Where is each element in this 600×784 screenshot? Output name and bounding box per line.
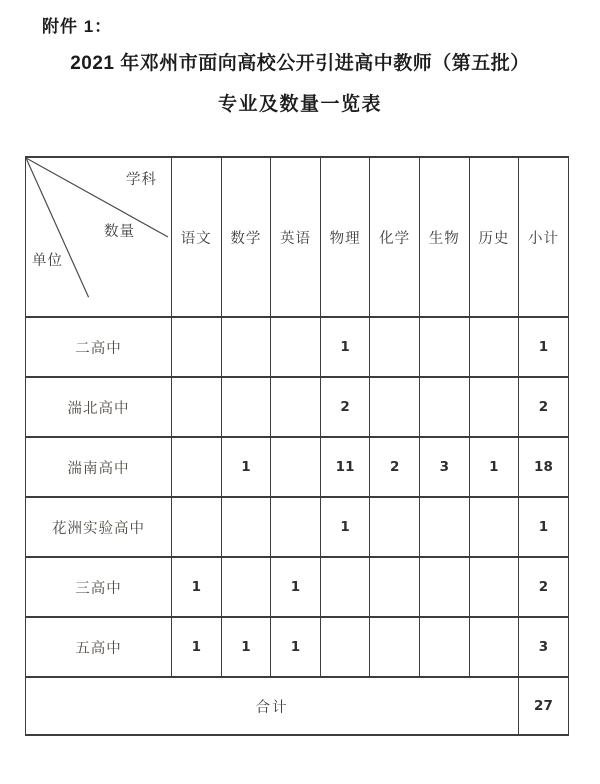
value-cell [221,557,271,617]
value-cell [469,317,519,377]
value-cell [419,497,469,557]
value-cell [370,557,420,617]
value-cell [469,377,519,437]
subject-quantity-table [25,156,569,736]
table-row [26,437,569,497]
value-cell: 1 [172,617,222,677]
unit-cell: 三高中 [26,557,172,617]
attachment-label: 附件 1： [42,17,113,36]
value-cell [271,317,321,377]
value-cell: 3 [419,437,469,497]
value-cell [419,317,469,377]
value-cell [419,557,469,617]
value-cell [172,377,222,437]
value-cell [271,497,321,557]
subtotal-cell: 2 [519,557,569,617]
column-header-history: 历史 [469,157,519,317]
column-header-biology: 生物 [419,157,469,317]
value-cell: 11 [320,437,370,497]
document-title-line1: 2021 年邓州市面向高校公开引进高中教师（第五批） [70,53,530,74]
column-header-math: 数学 [221,157,271,317]
value-cell [419,377,469,437]
subtotal-cell: 1 [519,317,569,377]
value-cell [370,377,420,437]
value-cell [320,617,370,677]
value-cell [320,557,370,617]
value-cell [370,497,420,557]
value-cell [419,617,469,677]
total-row [26,677,569,735]
value-cell [172,497,222,557]
table-row [26,377,569,437]
table-row [26,557,569,617]
column-header-chinese: 语文 [172,157,222,317]
value-cell: 1 [172,557,222,617]
table-row [26,317,569,377]
value-cell: 1 [469,437,519,497]
unit-cell: 二高中 [26,317,172,377]
subtotal-cell: 3 [519,617,569,677]
value-cell: 2 [320,377,370,437]
value-cell [221,377,271,437]
unit-cell: 花洲实验高中 [26,497,172,557]
unit-cell: 五高中 [26,617,172,677]
value-cell: 1 [320,317,370,377]
value-cell [469,557,519,617]
value-cell [172,437,222,497]
column-header-subtotal: 小计 [519,157,569,317]
table-row [26,497,569,557]
value-cell [370,617,420,677]
subtotal-cell: 1 [519,497,569,557]
value-cell: 1 [221,617,271,677]
corner-label-unit: 单位 [32,253,63,269]
value-cell: 2 [370,437,420,497]
unit-cell: 湍南高中 [26,437,172,497]
value-cell [221,317,271,377]
subtotal-cell: 18 [519,437,569,497]
corner-header-cell [26,157,172,317]
value-cell [271,377,321,437]
corner-label-quantity: 数量 [104,224,135,240]
value-cell: 1 [271,557,321,617]
unit-cell: 湍北高中 [26,377,172,437]
value-cell: 1 [320,497,370,557]
table-row [26,617,569,677]
value-cell [469,497,519,557]
corner-label-subject: 学科 [126,172,157,188]
total-label-cell: 合计 [26,677,519,735]
table-header-row [26,157,569,317]
column-header-physics: 物理 [320,157,370,317]
total-value-cell: 27 [519,677,569,735]
column-header-english: 英语 [271,157,321,317]
value-cell [469,617,519,677]
subtotal-cell: 2 [519,377,569,437]
document-title-line2: 专业及数量一览表 [217,94,382,115]
value-cell: 1 [221,437,271,497]
column-header-chemistry: 化学 [370,157,420,317]
value-cell [172,317,222,377]
value-cell [370,317,420,377]
value-cell [221,497,271,557]
value-cell: 1 [271,617,321,677]
value-cell [271,437,321,497]
